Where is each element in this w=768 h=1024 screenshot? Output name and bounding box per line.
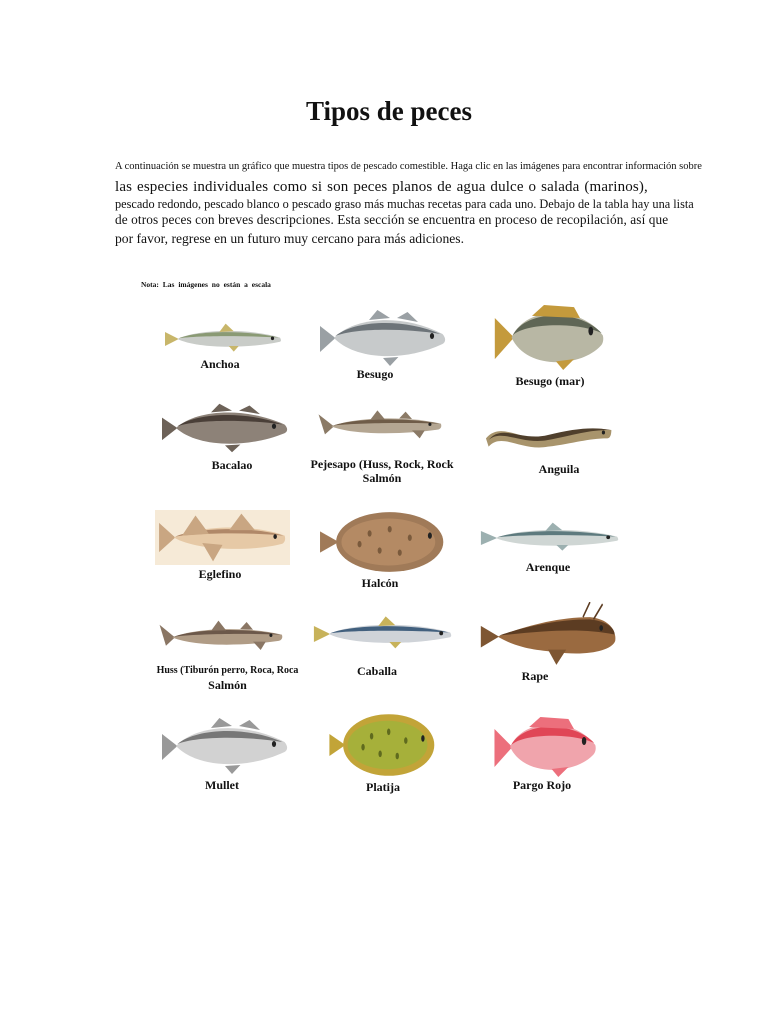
fish-image-arenque[interactable]: [475, 517, 623, 559]
fish-label-anguila: Anguila: [538, 462, 580, 476]
fish-image-besugo-mar[interactable]: [490, 305, 610, 370]
fish-label-eglefino: Eglefino: [198, 567, 242, 581]
fish-image-pargo-rojo[interactable]: [490, 717, 602, 777]
haddock-icon: [155, 510, 290, 565]
fish-label-arenque: Arenque: [525, 560, 571, 574]
fish-image-anguila[interactable]: [482, 410, 614, 460]
anchovy-icon: [160, 318, 285, 360]
fish-label-huss-line-2: Salmón: [208, 678, 247, 692]
fish-label-huss: [145, 664, 310, 694]
fish-label-caballa: Caballa: [356, 664, 397, 678]
fish-label-huss-line-1: Huss (Tiburón perro, Roca, Roca: [156, 665, 299, 676]
eel-icon: [482, 410, 614, 460]
fish-label-rape: Rape: [521, 669, 549, 683]
fish-image-huss[interactable]: [157, 615, 285, 657]
fish-label-pargo-rojo: Pargo Rojo: [512, 778, 572, 792]
page-title: Tipos de peces: [305, 96, 473, 126]
herring-icon: [475, 517, 623, 559]
fish-image-pejesapo[interactable]: [316, 405, 444, 445]
fish-label-besugo: Besugo: [356, 367, 394, 381]
intro-line-1: A continuación se muestra un gráfico que muestra tipos de pescado comestible. Haga clic en las imágenes para encontrar información sobre: [115, 161, 702, 172]
fish-image-bacalao[interactable]: [155, 402, 295, 454]
fish-image-platija[interactable]: [326, 712, 440, 778]
dogfish-icon: [316, 405, 444, 445]
fish-image-anchoa[interactable]: [160, 318, 285, 360]
fish-label-platija: Platija: [366, 780, 400, 794]
fish-image-besugo[interactable]: [313, 308, 453, 368]
monkfish-icon: [478, 602, 618, 667]
fish-label-pejesapo-line-1: Pejesapo (Huss, Rock, Rock: [310, 457, 454, 471]
scale-note: Nota: Las imágenes no están a escala: [141, 280, 271, 289]
fish-image-halcon[interactable]: [316, 510, 450, 574]
fish-image-rape[interactable]: [478, 602, 618, 667]
sea-bream-icon: [490, 305, 610, 370]
cod-icon: [155, 402, 295, 454]
fish-label-besugo-mar: Besugo (mar): [515, 374, 585, 388]
fish-label-bacalao: Bacalao: [211, 458, 253, 472]
sea-bass-icon: [313, 308, 453, 368]
fish-image-eglefino[interactable]: [155, 510, 290, 565]
intro-line-2: las especies individuales como si son peces planos de agua dulce o salada (marinos),: [115, 179, 648, 195]
mullet-icon: [155, 716, 295, 776]
fish-image-mullet[interactable]: [155, 716, 295, 776]
fish-label-halcon: Halcón: [361, 576, 399, 590]
intro-line-4: de otros peces con breves descripciones. Esta sección se encuentra en proceso de recopilación, así que: [115, 212, 669, 227]
intro-line-5: por favor, regrese en un futuro muy cercano para más adiciones.: [115, 231, 464, 246]
mackerel-icon: [308, 610, 456, 658]
fish-image-caballa[interactable]: [308, 610, 456, 658]
huss-icon: [157, 615, 285, 657]
intro-line-3: pescado redondo, pescado blanco o pescado graso más muchas recetas para cada uno. Debajo de la tabla hay una lista: [115, 197, 694, 211]
fish-label-anchoa: Anchoa: [200, 357, 240, 371]
flounder-icon: [316, 510, 450, 574]
fish-label-pejesapo: [302, 457, 462, 485]
fish-label-mullet: Mullet: [205, 778, 239, 792]
red-snapper-icon: [490, 717, 602, 777]
fish-label-pejesapo-line-2: Salmón: [362, 471, 402, 485]
plaice-icon: [326, 712, 440, 778]
